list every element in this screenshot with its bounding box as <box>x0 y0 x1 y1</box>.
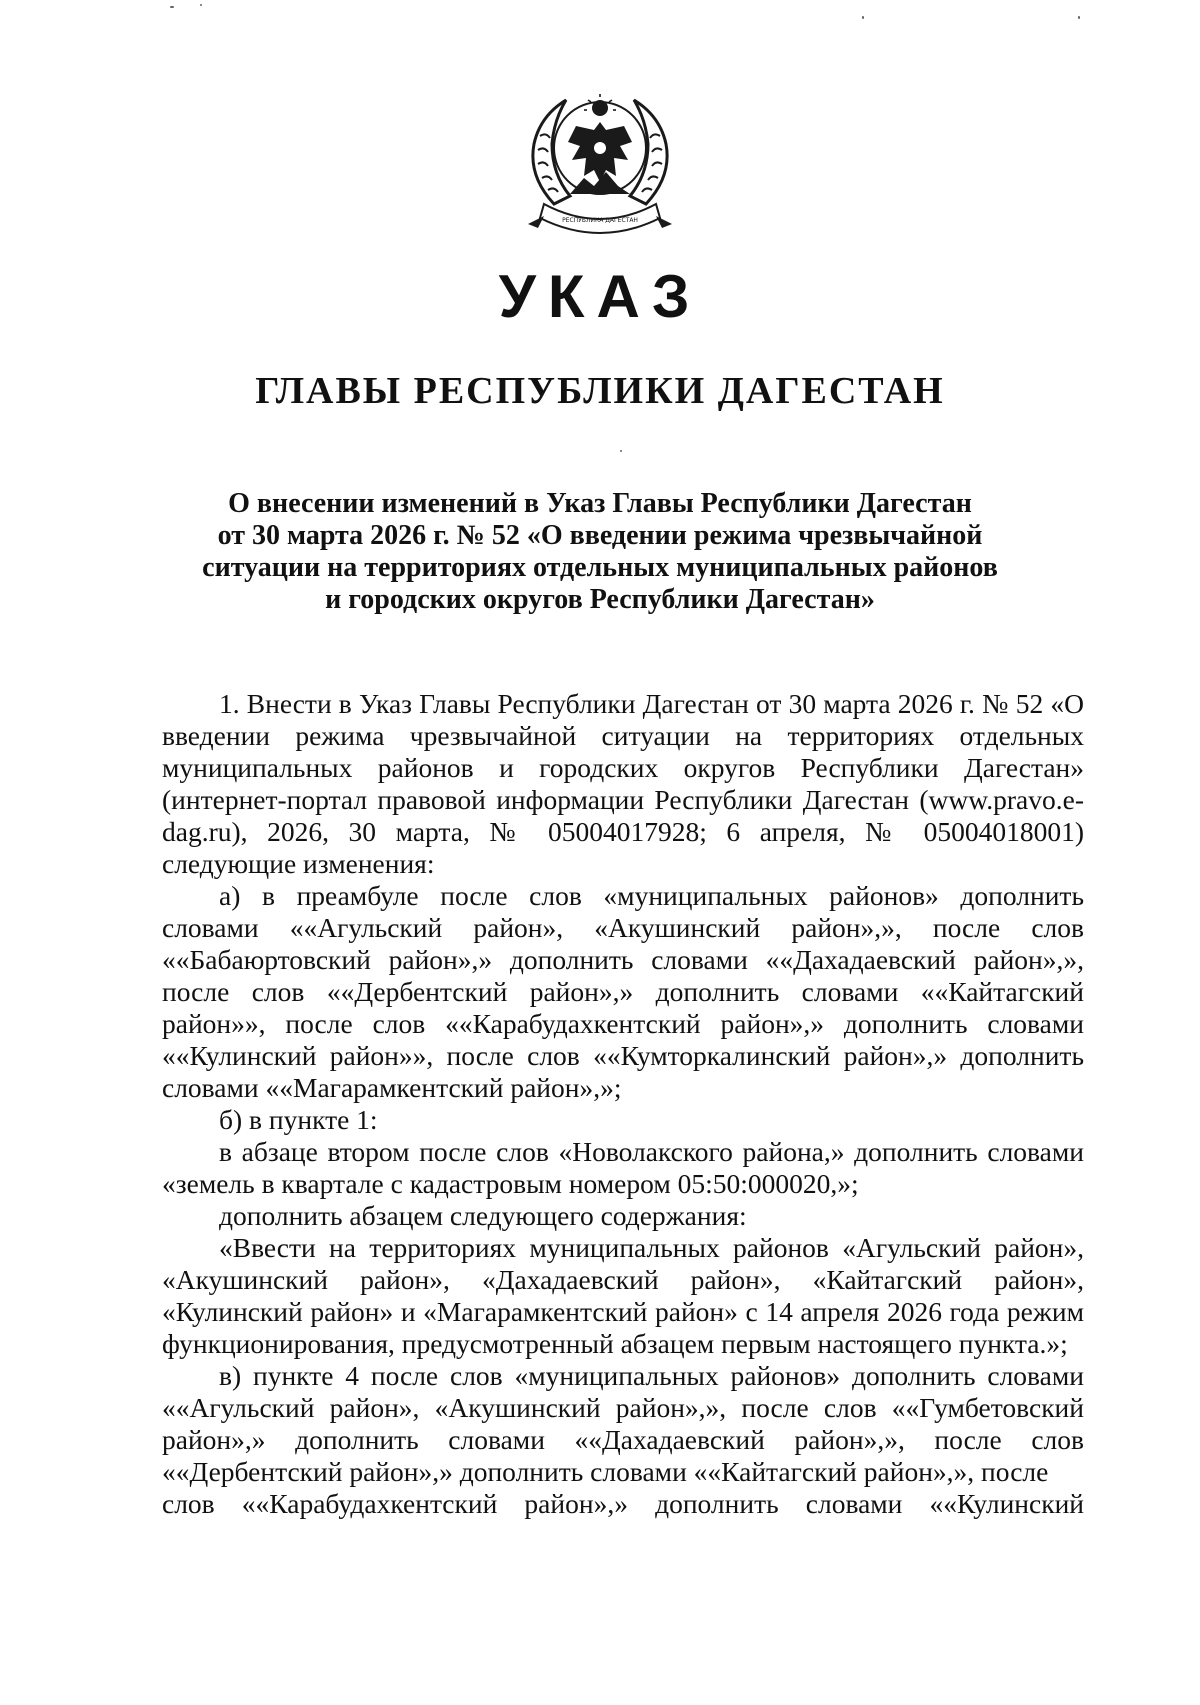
document-title: УКАЗ <box>498 263 702 330</box>
paragraph-point-1: б) в пункте 1: <box>219 1104 378 1135</box>
paragraph-quote: «Ввести на территориях муниципальных районов «Агульский район», «Акушинский район», «Дахадаевский район», «Кайтагский район», «Кулинский район» и «Магарамкентский район» с 14 апреля 2026 года режим функционирования, предусмотренный абзацем первым настоящего пункта.»; <box>162 1232 1084 1359</box>
paragraph-second-abzac: в абзаце втором после слов «Новолакского района,» дополнить словами «земель в квартале с кадастровым номером 05:50:000020,»; <box>162 1136 1084 1199</box>
paragraph-item-1: 1. Внести в Указ Главы Республики Дагестан от 30 марта 2026 г. № 52 «О введении режима чрезвычайной ситуации на территориях отдельных муниципальных районов и городских округов Республики Дагестан» (интернет-портал правовой информации Республики Дагестан (www.pravo.e-dag.ru), 2026, 30 марта, № 05004017928; 6 апреля, № 05004018001) следующие изменения: <box>162 688 1084 879</box>
paragraph-point-4: в) пункте 4 после слов «муниципальных районов» дополнить словами ««Агульский район», «Акушинский район»,», после слов ««Гумбетовский район»,» дополнить словами ««Дахадаевский район»,», после слов ««Дербентский район»,» дополнить словами ««Кайтагский район»,», после <box>162 1360 1084 1487</box>
document-body <box>162 688 1084 1520</box>
scan-speck <box>170 6 174 8</box>
scan-speck <box>1078 16 1080 19</box>
paragraph-preamble: а) в преамбуле после слов «муниципальных районов» дополнить словами ««Агульский район», «Акушинский район»,», после слов ««Бабаюртовский район»,» дополнить словами ««Дахадаевский район»,», после слов ««Дербентский район»,» дополнить словами ««Кайтагский район»», после слов ««Карабудахкентский район»,» дополнить словами ««Кулинский район»», после слов ««Кумторкалинский район»,» дополнить словами ««Магарамкентский район»,»; <box>162 880 1084 1103</box>
scan-speck <box>620 450 622 452</box>
document-subtitle: ГЛАВЫ РЕСПУБЛИКИ ДАГЕСТАН <box>255 370 945 412</box>
heading-line: ситуации на территориях отдельных муниципальных районов <box>202 552 998 583</box>
scan-speck <box>862 16 864 19</box>
heading-line: О внесении изменений в Указ Главы Республики Дагестан <box>228 488 972 519</box>
paragraph-add-abzac: дополнить абзацем следующего содержания: <box>219 1200 747 1231</box>
coat-of-arms-icon <box>514 86 686 246</box>
document-heading <box>180 488 1020 616</box>
scan-speck <box>200 4 202 6</box>
heading-line: от 30 марта 2026 г. № 52 «О введении режима чрезвычайной <box>217 520 983 551</box>
heading-line: и городских округов Республики Дагестан» <box>325 584 875 615</box>
paragraph-last-line: слов ««Карабудахкентский район»,» дополнить словами ««Кулинский <box>162 1488 1084 1519</box>
svg-text:РЕСПУБЛИКА ДАГЕСТАН: РЕСПУБЛИКА ДАГЕСТАН <box>562 217 638 224</box>
